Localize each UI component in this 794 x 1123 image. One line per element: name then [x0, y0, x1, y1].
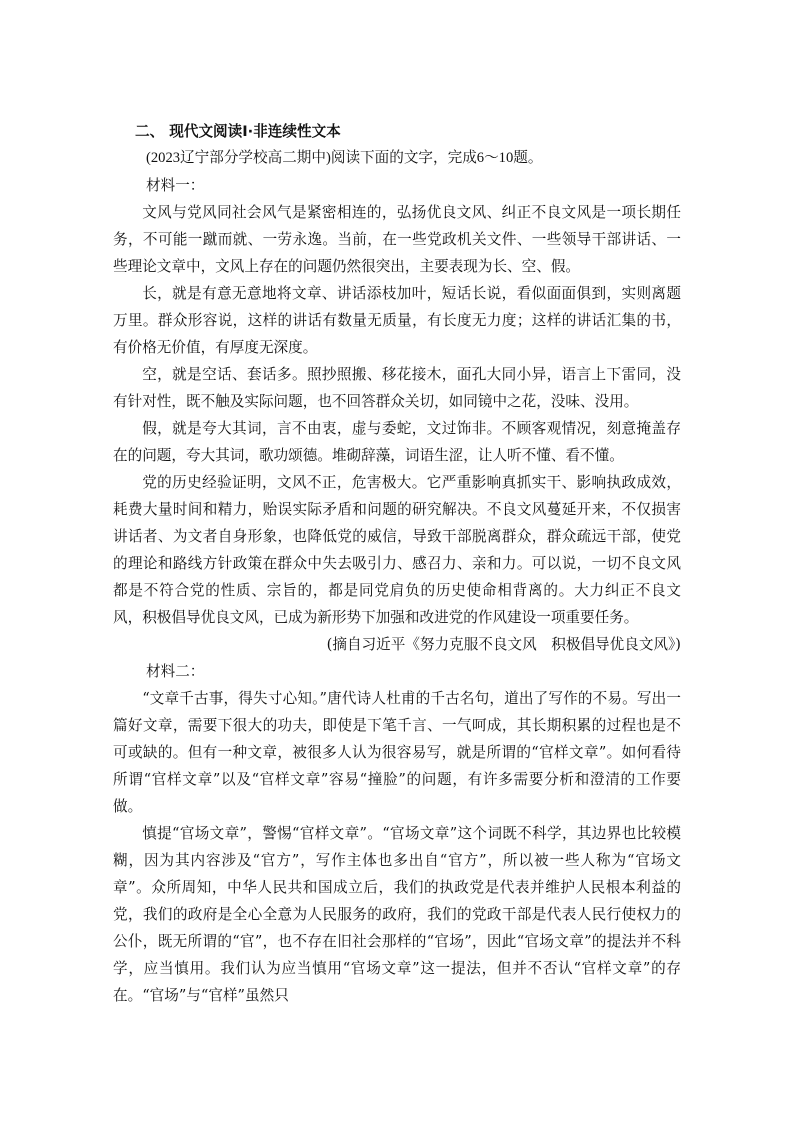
material-1-attribution: (摘自习近平《努力克服不良文风 积极倡导优良文风》) [326, 636, 681, 653]
material-2-paragraph: 慎提“官场文章”，警惕“官样文章”。“官场文章”这个词既不科学，其边界也比较模糊，因为其内容涉及“官方”，写作主体也多出自“官方”，所以被一些人称为“官场文章”。众所周知，中华人民共和国成立后，我们的执政党是代表并维护人民根本利益的党，我们的政府是全心全意为人民服务的政府，我们的党政干部是代表人民行使权力的公仆，既无所谓的“官”，也不存在旧社会那样的“官场”，因此“官场文章”的提法并不科学，应当慎用。我们认为应当慎用“官场文章”这一提法，但并不否认“官样文章”的存在。“官场”与“官样”虽然只 [113, 825, 681, 1004]
document-page [113, 118, 681, 1009]
material-2-label: 材料二： [146, 663, 205, 680]
section-heading: 二、 现代文阅读Ⅰ·非连续性文本 [135, 123, 341, 140]
material-1-paragraph: 党的历史经验证明，文风不正，危害极大。它严重影响真抓实干、影响执政成效，耗费大量时间和精力，贻误实际矛盾和问题的研究解决。不良文风蔓延开来，不仅损害讲话者、为文者自身形象，也降低党的威信，导致干部脱离群众，群众疏远干部，使党的理论和路线方针政策在群众中失去吸引力、感召力、亲和力。可以说，一切不良文风都是不符合党的性质、宗旨的，都是同党肩负的历史使命相背离的。大力纠正不良文风，积极倡导优良文风，已成为新形势下加强和改进党的作风建设一项重要任务。 [113, 474, 681, 626]
material-1-paragraph: 假，就是夸大其词，言不由衷，虚与委蛇，文过饰非。不顾客观情况，刻意掩盖存在的问题，夸大其词，歌功颂德。堆砌辞藻，词语生涩，让人听不懂、看不懂。 [113, 420, 681, 464]
material-1-paragraph: 文风与党风同社会风气是紧密相连的，弘扬优良文风、纠正不良文风是一项长期任务，不可能一蹴而就、一劳永逸。当前，在一些党政机关文件、一些领导干部讲话、一些理论文章中，文风上存在的问题仍然很突出，主要表现为长、空、假。 [113, 204, 681, 275]
material-1-paragraph: 长，就是有意无意地将文章、讲话添枝加叶，短话长说，看似面面俱到，实则离题万里。群众形容说，这样的讲话有数量无质量，有长度无力度；这样的讲话汇集的书，有价格无价值，有厚度无深度。 [113, 285, 681, 356]
material-1-paragraph: 空，就是空话、套话多。照抄照搬、移花接木，面孔大同小异，语言上下雷同，没有针对性，既不触及实际问题，也不回答群众关切，如同镜中之花，没味、没用。 [113, 366, 681, 410]
material-1-label: 材料一： [146, 177, 205, 194]
material-2-paragraph: “文章千古事，得失寸心知。”唐代诗人杜甫的千古名句，道出了写作的不易。写出一篇好文章，需要下很大的功夫，即使是下笔千言、一气呵成，其长期积累的过程也是不可或缺的。但有一种文章，被很多人认为很容易写，就是所谓的“官样文章”。如何看待所谓“官样文章”以及“官样文章”容易“撞脸”的问题，有许多需要分析和澄清的工作要做。 [113, 690, 681, 815]
question-source: (2023辽宁部分学校高二期中)阅读下面的文字，完成6～10题。 [146, 150, 543, 166]
